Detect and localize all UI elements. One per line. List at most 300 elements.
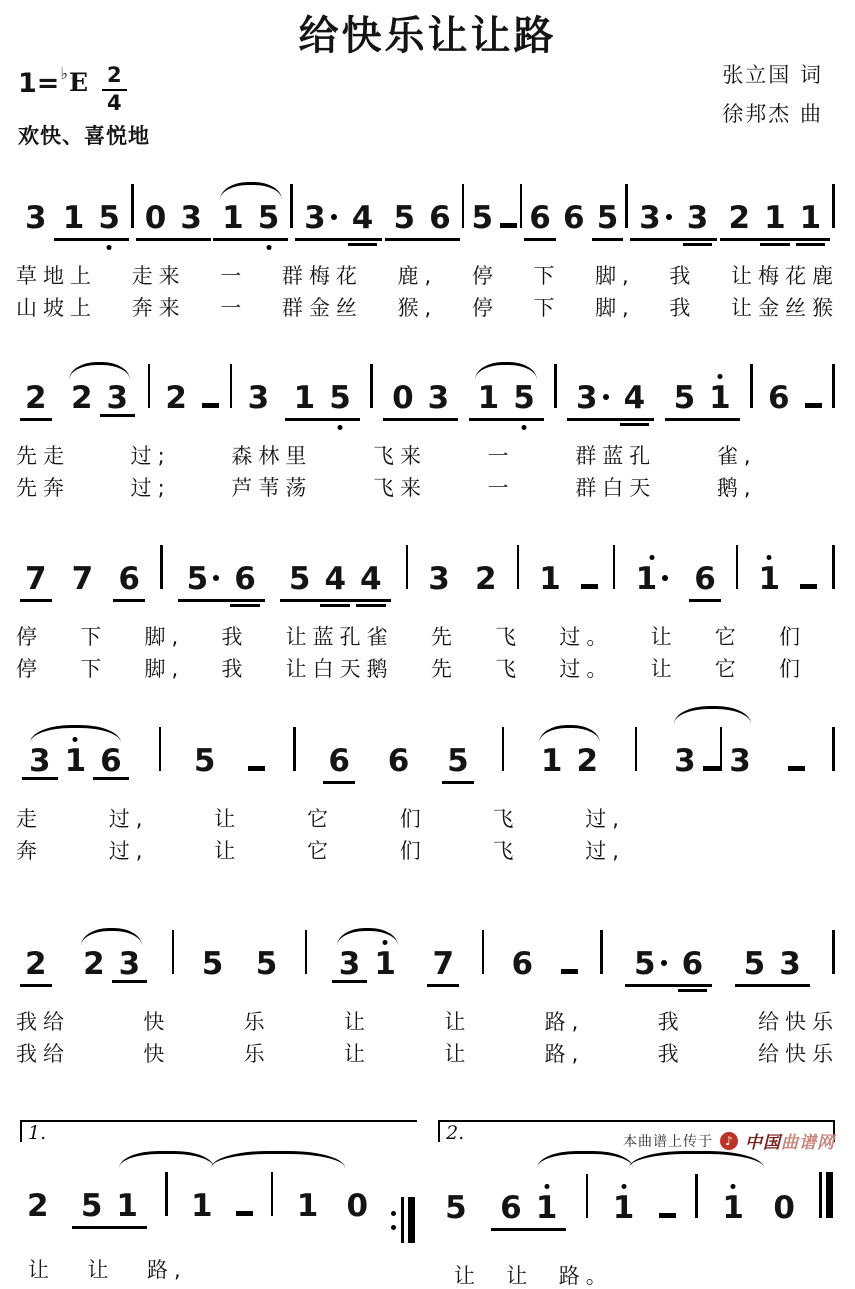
note: 3	[674, 742, 696, 779]
lyric-segment: 们	[399, 838, 427, 863]
barline	[695, 1174, 698, 1218]
credits	[722, 56, 823, 134]
lyric-segment: 它	[714, 657, 742, 682]
lyric-segment: 奔来	[131, 296, 186, 321]
lyric-segment: 过,	[108, 838, 149, 863]
lyric-segment: 让	[444, 1042, 472, 1067]
notes-row	[16, 338, 839, 437]
note: 3	[180, 200, 202, 236]
time-numerator: 2	[102, 64, 127, 91]
lyric-segment: 快	[143, 1010, 171, 1034]
lyric-segment: 鹿,	[397, 264, 438, 288]
note: 4	[617, 383, 653, 414]
lyric-segment: 先走	[16, 443, 70, 468]
volta-label: 2.	[446, 1121, 465, 1144]
lyric-segment: 让	[27, 1258, 55, 1282]
lyric-segment: 我给	[16, 1042, 70, 1067]
music-system	[16, 158, 839, 322]
lyric-segment: 山坡上	[16, 296, 97, 321]
lyric-segment: 停	[16, 625, 43, 649]
note: 0	[392, 379, 414, 416]
note: 5	[627, 949, 675, 980]
lyric-segment: 我	[221, 625, 249, 649]
note: 3	[247, 379, 270, 416]
note: 5	[445, 1189, 467, 1226]
lyric-row	[16, 475, 757, 501]
lyric-row	[16, 656, 806, 682]
lyric-segment: 让	[214, 838, 242, 863]
thin-bar	[819, 1172, 822, 1218]
lyric-segment: 我	[669, 264, 697, 288]
lyric-segment: 猴,	[397, 296, 438, 321]
augmentation-dot-icon	[662, 575, 668, 581]
beam-group	[285, 379, 360, 421]
note: 5	[288, 561, 311, 597]
duration-dash	[581, 584, 598, 589]
lyric-segment: 脚,	[144, 657, 185, 682]
lyric-segment: 先	[430, 657, 458, 682]
note: 4	[317, 564, 353, 595]
lyric-segment: 乐	[243, 1042, 271, 1067]
tempo-marking: 欢快、喜悦地	[18, 124, 150, 148]
barline	[293, 727, 296, 771]
note: 4	[353, 564, 389, 595]
note: 5	[673, 379, 696, 416]
lyric-segment: 停	[16, 657, 43, 682]
note: 1	[293, 379, 316, 416]
repeat-dot-icon	[391, 1225, 396, 1230]
low-octave-dot-icon	[107, 245, 112, 250]
notes-row	[16, 158, 839, 257]
low-octave-dot-icon	[337, 425, 342, 430]
note: 1	[367, 949, 403, 980]
note: 6	[429, 200, 451, 236]
beam-group	[54, 200, 129, 241]
lyric-segment: 群蓝孔	[575, 443, 657, 468]
note: 5	[80, 1187, 103, 1224]
note: 3	[632, 203, 680, 234]
lyric-segment: 让白天鹅	[285, 657, 394, 682]
note: 2	[20, 383, 52, 421]
flat-icon: ♭	[60, 64, 68, 83]
note: 1	[631, 564, 675, 595]
lyric-row	[28, 1257, 187, 1283]
note: 2	[20, 949, 52, 987]
note: 3	[25, 200, 47, 236]
note: 6	[227, 564, 263, 595]
duration-dash	[800, 584, 817, 589]
note: 6	[500, 1189, 522, 1226]
note: 5	[322, 383, 358, 414]
lyric-segment: 过,	[585, 838, 625, 863]
watermark-footer	[623, 1128, 835, 1153]
volta-label: 1.	[28, 1121, 47, 1144]
barline	[832, 930, 835, 974]
high-octave-dot-icon	[650, 555, 655, 560]
note: 5	[255, 946, 278, 982]
lyric-segment: 让	[453, 1263, 481, 1288]
duration-dash	[659, 1213, 676, 1218]
lyric-segment: 下	[533, 264, 561, 288]
note: 5	[393, 200, 416, 236]
beam-group	[720, 200, 831, 241]
notes-row	[16, 904, 839, 1003]
note: 5	[251, 203, 287, 234]
note: 3	[427, 379, 450, 416]
note: 5	[592, 203, 624, 241]
lyric-segment: 群梅花	[281, 264, 363, 288]
slur-group	[20, 742, 131, 780]
high-octave-dot-icon	[717, 374, 722, 379]
thick-bar	[826, 1172, 833, 1218]
slur-group	[74, 946, 149, 983]
note: 3	[297, 203, 345, 234]
barline	[271, 1172, 274, 1216]
lyric-segment: 它	[306, 838, 334, 863]
augmentation-dot-icon	[603, 394, 609, 400]
barline	[482, 930, 485, 974]
lyric-segment: 我给	[16, 1010, 70, 1034]
note: 1	[793, 203, 829, 234]
lyric-segment: 停	[471, 296, 499, 321]
lyric-segment: 它	[306, 806, 334, 831]
duration-dash	[500, 223, 517, 228]
note: 3	[332, 949, 368, 983]
lyric-segment: 给快乐	[757, 1010, 839, 1034]
lyric-segment: 让金丝猴	[731, 296, 839, 321]
lyric-segment: 们	[399, 806, 427, 831]
augmentation-dot-icon	[213, 575, 219, 581]
song-title: 给快乐让让路	[298, 13, 557, 59]
key-prefix: 1=	[18, 68, 60, 99]
lyric-row	[16, 806, 625, 832]
lyric-segment: 群金丝	[281, 296, 363, 321]
beam-group	[295, 200, 382, 241]
barline	[305, 930, 308, 974]
note: 2	[70, 379, 93, 416]
music-system	[16, 519, 839, 683]
note: 1	[539, 561, 561, 597]
repeat-end-barline	[391, 1197, 415, 1243]
note: 6	[689, 564, 721, 602]
lyric-row	[16, 1009, 839, 1035]
note: 1	[222, 200, 244, 236]
note: 4	[345, 203, 381, 234]
lyric-segment: 快	[143, 1042, 171, 1067]
note: 1	[540, 742, 563, 779]
note: 5	[180, 564, 228, 595]
lyric-row	[16, 838, 625, 864]
barline	[832, 727, 835, 771]
beam-group	[491, 1189, 566, 1231]
lyric-segment: 让	[650, 625, 678, 649]
beam-group	[567, 379, 654, 421]
lyric-segment: 下	[533, 296, 561, 321]
note: 6	[387, 742, 410, 779]
upload-text: 本曲谱上传于	[623, 1133, 713, 1150]
beam-group	[665, 379, 740, 421]
barline	[750, 364, 753, 408]
composer-credit: 徐邦杰 曲	[722, 101, 823, 126]
note: 6	[93, 746, 129, 780]
lyric-segment: 过。	[559, 657, 614, 682]
note: 0	[773, 1189, 795, 1226]
note: 0	[144, 200, 167, 236]
duration-dash	[703, 766, 720, 771]
score-body	[0, 158, 855, 1289]
lyric-segment: 奔	[16, 838, 43, 863]
lyric-segment: 群白天	[575, 475, 657, 500]
beam-group	[280, 561, 391, 602]
note: 3	[22, 746, 58, 780]
lyric-segment: 它	[714, 625, 742, 649]
lyric-segment: 脚,	[595, 296, 635, 321]
lyric-segment: 过。	[559, 625, 614, 649]
lyric-segment: 芦苇荡	[231, 475, 313, 500]
barline	[172, 930, 175, 974]
lyric-segment: 飞	[492, 806, 520, 831]
lyric-segment: 我	[669, 296, 697, 321]
lyric-row	[16, 263, 839, 289]
barline	[290, 184, 293, 228]
lyric-segment: 我	[657, 1010, 685, 1034]
note: 7	[71, 561, 94, 597]
notes-row	[16, 519, 839, 618]
lyric-segment: 让	[650, 657, 678, 682]
high-octave-dot-icon	[767, 555, 772, 560]
note: 2	[728, 200, 751, 236]
note: 6	[323, 746, 355, 784]
note: 5	[201, 946, 224, 982]
lyric-segment: 鹅,	[716, 475, 757, 500]
lyricist-credit: 张立国 词	[722, 63, 823, 87]
lyric-segment: 让	[444, 1010, 472, 1034]
barline	[160, 545, 163, 589]
augmentation-dot-icon	[666, 214, 672, 220]
augmentation-dot-icon	[331, 214, 337, 220]
barline	[517, 545, 520, 589]
barline	[370, 364, 373, 408]
time-signature	[102, 64, 127, 114]
note: 5	[506, 383, 542, 414]
beam-group	[385, 200, 460, 241]
barline	[554, 364, 557, 408]
note: 6	[675, 949, 711, 980]
note: 1	[529, 1193, 565, 1224]
note: 2	[474, 561, 497, 597]
lyric-segment: 路,	[544, 1010, 585, 1034]
note: 1	[702, 383, 738, 414]
lyric-segment: 给快乐	[757, 1042, 839, 1067]
lyric-segment: 路,	[147, 1258, 187, 1282]
lyric-segment: 草地上	[16, 264, 97, 288]
music-system	[16, 338, 839, 502]
note: 1	[58, 746, 94, 777]
thin-bar	[401, 1197, 404, 1243]
lyric-segment: 让蓝孔雀	[285, 625, 394, 649]
beam-group	[72, 1187, 147, 1229]
note: 5	[442, 746, 474, 784]
lyric-segment: 路。	[558, 1263, 613, 1288]
barline	[625, 184, 628, 228]
lyric-segment: 我	[221, 657, 249, 682]
note: 7	[427, 949, 459, 987]
key-signature	[18, 63, 127, 120]
note: 3	[680, 203, 716, 234]
lyric-segment: 一	[220, 264, 248, 288]
lyric-segment: 过;	[130, 443, 171, 468]
note: 1	[62, 200, 85, 236]
barline	[230, 364, 233, 408]
note: 0	[346, 1187, 369, 1224]
lyric-row	[16, 443, 757, 469]
lyric-segment: 脚,	[595, 264, 635, 288]
repeat-dot-icon	[391, 1211, 396, 1216]
lyric-segment: 路,	[544, 1042, 585, 1067]
lyric-segment: 脚,	[144, 625, 185, 649]
lyric-segment: 下	[80, 625, 108, 649]
lyric-row	[16, 624, 806, 650]
thick-bar	[408, 1197, 415, 1243]
slur-group	[665, 727, 760, 782]
barline	[832, 364, 835, 408]
note: 1	[717, 1193, 749, 1224]
beam-group	[136, 200, 211, 241]
time-denominator: 4	[107, 91, 122, 115]
note: 6	[113, 564, 145, 602]
low-octave-dot-icon	[266, 245, 271, 250]
barline	[832, 545, 835, 589]
slur-group	[213, 200, 288, 241]
note: 1	[608, 1193, 640, 1224]
lyric-segment: 让	[87, 1258, 115, 1282]
volta-bracket	[20, 1120, 417, 1142]
duration-dash	[561, 969, 578, 974]
note: 1	[754, 564, 786, 595]
slur-group	[330, 946, 405, 983]
lyric-segment: 雀,	[716, 443, 757, 468]
note: 3	[428, 561, 450, 597]
lyric-segment: 们	[779, 657, 807, 682]
high-octave-dot-icon	[621, 1184, 626, 1189]
notes-row	[16, 701, 839, 800]
site-name-bold: 中国	[745, 1133, 781, 1153]
lyric-segment: 让	[506, 1263, 534, 1288]
lyric-segment: 飞来	[373, 475, 427, 500]
lyric-segment: 走来	[131, 264, 186, 288]
barline	[131, 184, 134, 228]
slur-group	[469, 379, 544, 421]
slur-group	[532, 742, 607, 779]
duration-dash	[202, 403, 219, 408]
beam-group	[735, 946, 810, 987]
lyric-segment: 让梅花鹿	[731, 264, 839, 288]
lyric-segment: 过;	[130, 475, 171, 500]
lyric-segment: 一	[487, 475, 515, 500]
low-octave-dot-icon	[521, 425, 526, 430]
barline	[159, 727, 162, 771]
lyric-segment: 飞来	[373, 443, 427, 468]
beam-group	[383, 379, 458, 421]
high-octave-dot-icon	[731, 1184, 736, 1189]
beam-group	[178, 561, 265, 602]
note: 2	[27, 1187, 49, 1224]
lyric-segment: 飞	[492, 838, 520, 863]
lyric-segment: 飞	[495, 625, 523, 649]
beam-group	[630, 200, 717, 241]
note: 2	[576, 742, 599, 779]
high-octave-dot-icon	[73, 737, 78, 742]
duration-dash	[788, 766, 805, 771]
lyric-segment: 过,	[585, 806, 625, 831]
note: 2	[165, 379, 187, 416]
lyric-segment: 停	[471, 264, 499, 288]
note: 1	[477, 379, 500, 416]
lyric-segment: 让	[214, 806, 242, 831]
lyric-segment: 让	[343, 1042, 371, 1067]
barline	[613, 545, 616, 589]
note: 5	[91, 203, 127, 234]
note: 1	[757, 203, 793, 234]
note: 2	[83, 946, 105, 982]
note: 1	[296, 1187, 319, 1224]
augmentation-dot-icon	[661, 960, 667, 966]
note: 3	[779, 946, 801, 982]
high-octave-dot-icon	[544, 1184, 549, 1189]
barline	[406, 545, 409, 589]
note: 3	[100, 383, 136, 417]
lyric-segment: 先奔	[16, 475, 70, 500]
note: 6	[524, 203, 556, 241]
barline	[502, 727, 505, 771]
note: 7	[20, 564, 52, 602]
lyric-segment: 先	[430, 625, 458, 649]
barline	[148, 364, 151, 408]
lyric-segment: 下	[80, 657, 108, 682]
note: 3	[112, 949, 148, 983]
barline	[832, 184, 835, 228]
lyric-segment: 过,	[108, 806, 149, 831]
lyric-row	[16, 1041, 839, 1067]
high-octave-dot-icon	[383, 940, 388, 945]
barline	[462, 184, 465, 228]
lyric-segment: 乐	[243, 1010, 271, 1034]
lyric-segment: 森林里	[231, 443, 313, 468]
final-barline	[819, 1172, 833, 1218]
site-name-light: 曲谱网	[781, 1133, 835, 1153]
duration-dash	[805, 403, 822, 408]
key-letter: E	[68, 68, 89, 97]
beam-group	[625, 946, 712, 987]
lyric-row	[16, 295, 839, 321]
score-meta	[0, 58, 855, 158]
note: 5	[471, 200, 494, 236]
lyric-segment: 飞	[495, 657, 523, 682]
repeat-dots-icon	[391, 1211, 396, 1230]
slur-group	[62, 379, 137, 417]
volta-ending-1	[20, 1120, 417, 1289]
note: 6	[562, 200, 585, 236]
lyric-segment: 让	[343, 1010, 371, 1034]
music-system	[16, 701, 839, 865]
site-logo-icon: ♪	[720, 1132, 738, 1150]
lyric-segment: 们	[779, 625, 807, 649]
note: 1	[190, 1187, 213, 1224]
barline	[586, 1174, 589, 1218]
note: 5	[193, 742, 216, 779]
barline	[520, 184, 523, 228]
note: 1	[116, 1187, 138, 1224]
